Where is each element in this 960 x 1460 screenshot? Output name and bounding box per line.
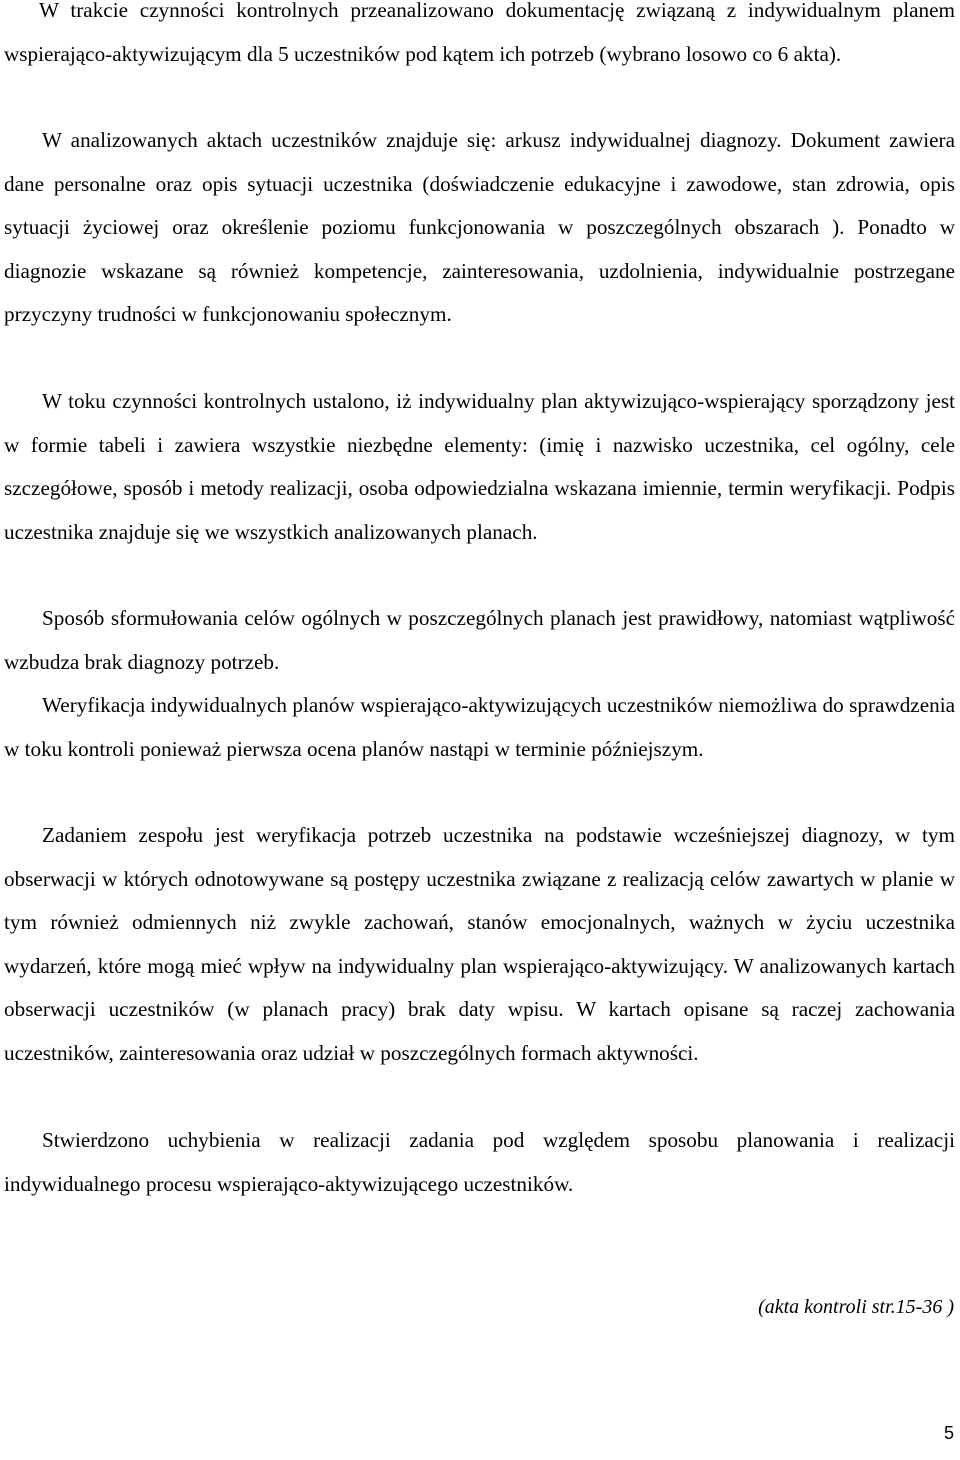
paragraph-plan-elements: W toku czynności kontrolnych ustalono, iż indywidualny plan aktywizująco-wspierający sporządzony jest w formie tabeli i zawiera wszystkie niezbędne elementy: (imię i nazwisko uczestnika, cel ogólny, cele szczegółowe, sposób i metody realizacji, osoba odpowiedzialna wskazana imiennie, termin weryfikacji. Podpis uczestnika znajduje się we wszystkich analizowanych planach. bbox=[4, 389, 955, 544]
paragraph-general-goals: Sposób sformułowania celów ogólnych w poszczególnych planach jest prawidłowy, natomiast wątpliwość wzbudza brak diagnozy potrzeb. bbox=[4, 606, 955, 674]
paragraph-conclusion: Stwierdzono uchybienia w realizacji zadania pod względem sposobu planowania i realizacji indywidualnego procesu wspierająco-aktywizującego uczestników. bbox=[4, 1128, 955, 1196]
paragraph-document-review: W trakcie czynności kontrolnych przeanalizowano dokumentację związaną z indywidualnym planem wspierająco-aktywizującym dla 5 uczestników pod kątem ich potrzeb (wybrano losowo co 6 akta). bbox=[4, 0, 955, 66]
paragraph-diagnosis-sheet: W analizowanych aktach uczestników znajduje się: arkusz indywidualnej diagnozy. Dokument zawiera dane personalne oraz opis sytuacji uczestnika (doświadczenie edukacyjne i zawodowe, stan zdrowia, opis sytuacji życiowej oraz określenie poziomu funkcjonowania w poszczególnych obszarach ). Ponadto w diagnozie wskazane są również kompetencje, zainteresowania, uzdolnienia, indywidualnie postrzegane przyczyny trudności w funkcjonowaniu społecznym. bbox=[4, 128, 955, 326]
source-reference: (akta kontroli str.15-36 ) bbox=[758, 1296, 954, 1318]
page-number: 5 bbox=[943, 1423, 954, 1443]
paragraph-team-task: Zadaniem zespołu jest weryfikacja potrzeb uczestnika na podstawie wcześniejszej diagnozy, w tym obserwacji w których odnotowywane są postępy uczestnika związane z realizacją celów zawartych w planie w tym również odmiennych niż zwykle zachowań, stanów emocjonalnych, ważnych w życiu uczestnika wydarzeń, które mogą mieć wpływ na indywidualny plan wspierająco-aktywizujący. W analizowanych kartach obserwacji uczestników (w planach pracy) brak daty wpisu. W kartach opisane są raczej zachowania uczestników, zainteresowania oraz udział w poszczególnych formach aktywności. bbox=[4, 823, 955, 1065]
paragraph-plan-verification: Weryfikacja indywidualnych planów wspierająco-aktywizujących uczestników niemożliwa do sprawdzenia w toku kontroli ponieważ pierwsza ocena planów nastąpi w terminie późniejszym. bbox=[4, 693, 955, 761]
